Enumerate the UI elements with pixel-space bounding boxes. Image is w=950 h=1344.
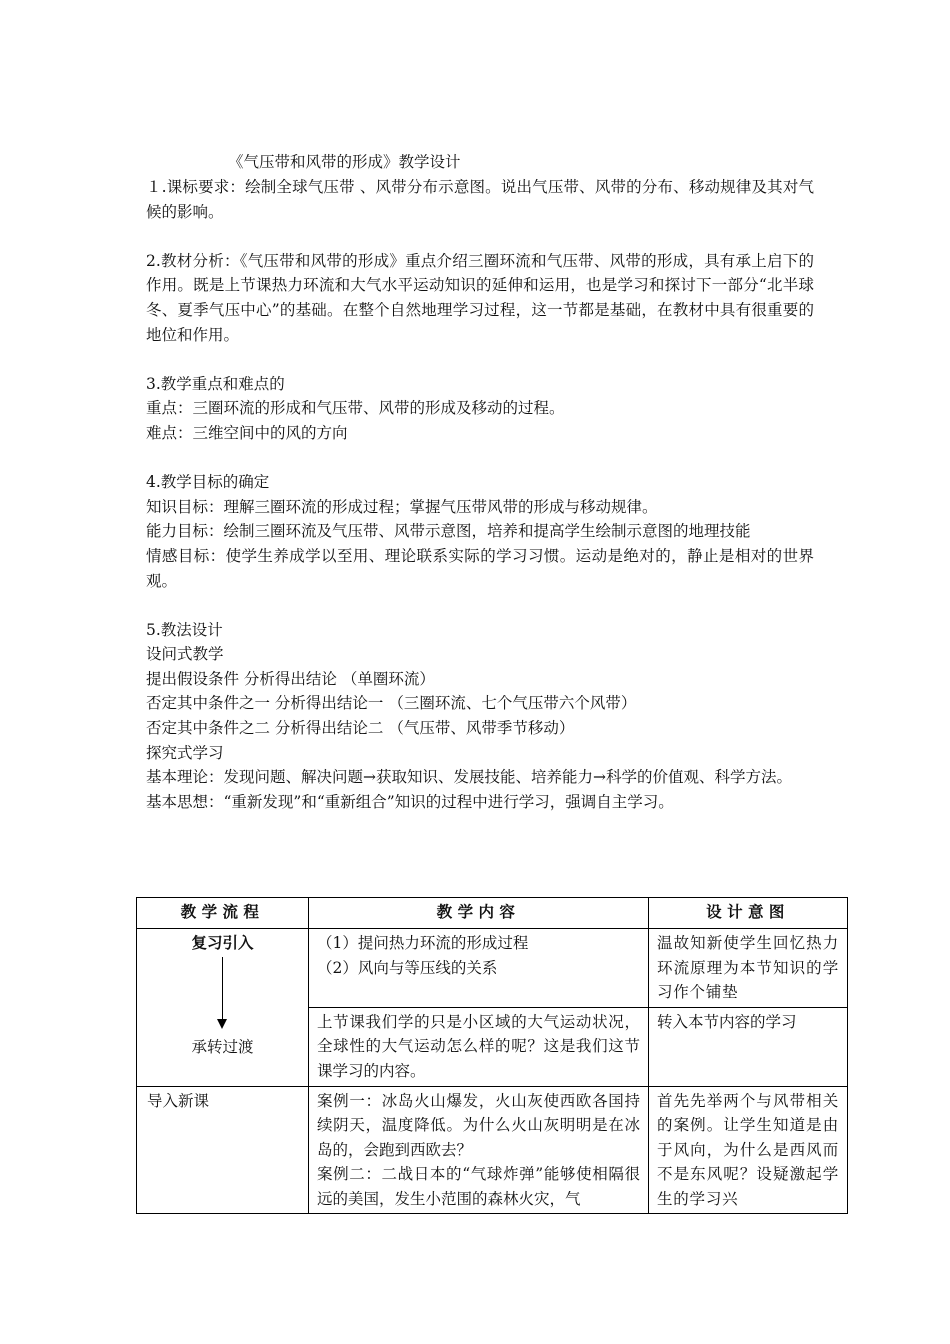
objective-ability: 能力目标：绘制三圈环流及气压带、风带示意图，培养和提高学生绘制示意图的地理技能 <box>146 522 751 541</box>
down-arrow-icon <box>222 957 223 1027</box>
case-one: 案例一：冰岛火山爆发，火山灰使西欧各国持续阴天，温度降低。为什么火山灰明明是在冰岛的，会跑到西欧去？ <box>317 1091 640 1159</box>
objective-emotion: 情感目标：使学生养成学以至用、理论联系实际的学习习惯。运动是绝对的，静止是相对的世界观。 <box>146 546 814 590</box>
header-content: 教学内容 <box>309 898 649 929</box>
section-method-heading: 5.教法设计 <box>146 620 223 639</box>
header-purpose: 设计意图 <box>649 898 848 929</box>
content-transition: 上节课我们学的只是小区域的大气运动状况，全球性的大气运动怎么样的呢？这是我们这节课学习的内容。 <box>309 1007 649 1086</box>
table-row <box>137 1086 848 1213</box>
purpose-intro: 首先先举两个与风带相关的案例。让学生知道是由于风向，为什么是西风而不是东风呢？设疑激起学生的学习兴 <box>649 1086 848 1213</box>
purpose-review: 温故知新使学生回忆热力环流原理为本节知识的学习作个铺垫 <box>649 929 848 1008</box>
stage-transition: 承转过渡 <box>191 1038 254 1056</box>
method-line: 否定其中条件之一 分析得出结论一 （三圈环流、七个气压带六个风带） <box>146 694 637 713</box>
table-header-row <box>137 898 848 929</box>
document-body <box>146 175 814 814</box>
section-key-points-heading: 3.教学重点和难点的 <box>146 374 285 393</box>
document-title: 《气压带和风带的形成》教学设计 <box>228 153 461 171</box>
method-line: 否定其中条件之二 分析得出结论二 （气压带、风带季节移动） <box>146 719 575 738</box>
objective-knowledge: 知识目标：理解三圈环流的形成过程；掌握气压带风带的形成与移动规律。 <box>146 497 658 516</box>
method-line: 基本思想：“重新发现”和“重新组合”知识的过程中进行学习，强调自主学习。 <box>146 792 674 811</box>
content-line: （2）风向与等压线的关系 <box>317 958 498 977</box>
content-intro <box>309 1086 649 1213</box>
method-line: 探究式学习 <box>146 743 224 762</box>
method-line: 提出假设条件 分析得出结论 （单圈环流） <box>146 669 435 688</box>
content-line: （1）提问热力环流的形成过程 <box>317 934 529 952</box>
section-curriculum: １.课标要求：绘制全球气压带 、风带分布示意图。说出气压带、风带的分布、移动规律及其对气候的影响。 <box>146 178 814 221</box>
method-line: 设问式教学 <box>146 645 224 664</box>
purpose-transition: 转入本节内容的学习 <box>649 1007 848 1086</box>
method-line: 基本理论：发现问题、解决问题→获取知识、发展技能、培养能力→科学的价值观、科学方法。 <box>146 768 792 787</box>
key-point: 重点：三圈环流的形成和气压带、风带的形成及移动的过程。 <box>146 399 565 418</box>
section-objectives-heading: 4.教学目标的确定 <box>146 473 270 492</box>
case-two: 案例二：二战日本的“气球炸弹”能够使相隔很远的美国，发生小范围的森林火灾，气 <box>317 1165 640 1208</box>
stage-review: 复习引入 <box>191 934 254 952</box>
stage-intro: 导入新课 <box>137 1086 309 1213</box>
section-material-analysis: 2.教材分析：《气压带和风带的形成》重点介绍三圈环流和气压带、风带的形成，具有承上启下的作用。既是上节课热力环流和大气水平运动知识的延伸和运用，也是学习和探讨下一部分“北半球冬、夏季气压中心”的基础。在整个自然地理学习过程，这一节都是基础，在教材中具有很重要的地位和作用。 <box>146 251 814 344</box>
teaching-flow-table <box>136 897 848 1214</box>
stage-review-cell <box>137 929 309 1087</box>
table-row <box>137 929 848 1008</box>
content-review <box>309 929 649 1008</box>
header-flow: 教学流程 <box>137 898 309 929</box>
difficult-point: 难点：三维空间中的风的方向 <box>146 423 348 442</box>
